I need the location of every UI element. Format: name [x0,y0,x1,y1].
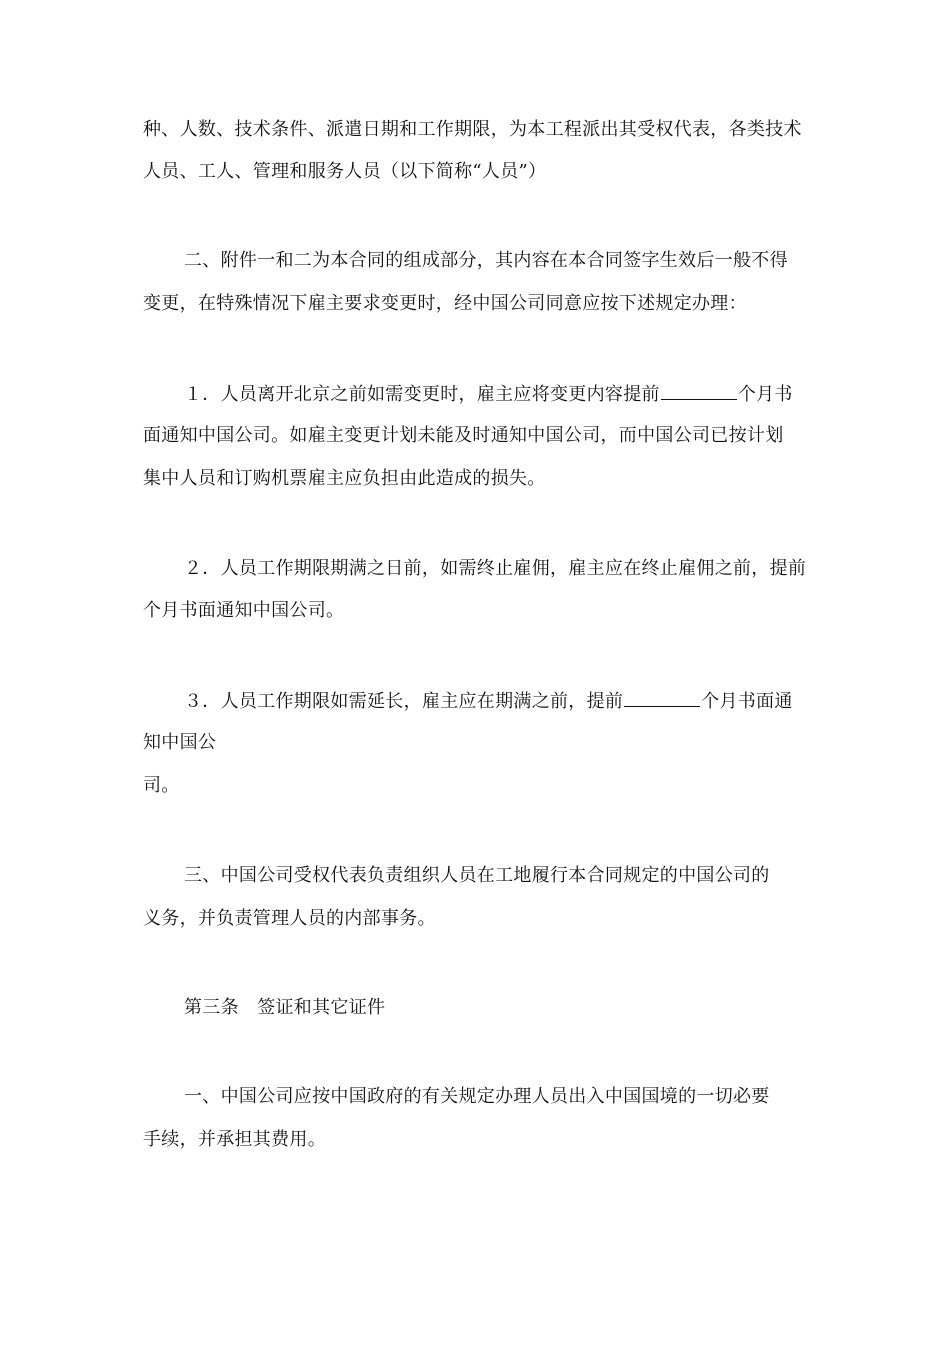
paragraph-1-line-1: 种、人数、技术条件、派遣日期和工作期限，为本工程派出其受权代表，各类技术 [143,119,802,140]
paragraph-3-line-1-text-after: 个月书 [737,384,793,405]
fill-in-blank-extension-months [624,688,700,707]
paragraph-5-line-3: 司。 [143,775,180,796]
paragraph-3-line-1 [184,381,793,407]
paragraph-7-line-1: 一、中国公司应按中国政府的有关规定办理人员出入中国国境的一切必要 [184,1086,770,1107]
paragraph-3-line-1-text-before: １．人员离开北京之前如需变更时，雇主应将变更内容提前 [184,384,660,405]
paragraph-1-line-2: 人员、工人、管理和服务人员（以下简称“人员”） [143,161,547,182]
paragraph-2-line-2: 变更，在特殊情况下雇主要求变更时，经中国公司同意应按下述规定办理： [143,293,747,314]
paragraph-3-line-3: 集中人员和订购机票雇主应负担由此造成的损失。 [143,468,546,489]
paragraph-6-line-2: 义务，并负责管理人员的内部事务。 [143,908,436,929]
section-heading-article-3: 第三条 签证和其它证件 [184,997,386,1018]
paragraph-4-line-2: 个月书面通知中国公司。 [143,600,345,621]
paragraph-5-line-1-text-before: ３．人员工作期限如需延长，雇主应在期满之前，提前 [184,691,624,712]
paragraph-5-line-2: 知中国公 [143,732,217,753]
paragraph-3-line-2: 面通知中国公司。如雇主变更计划未能及时通知中国公司，而中国公司已按计划 [143,425,784,446]
fill-in-blank-months [661,381,737,400]
paragraph-7-line-2: 手续，并承担其费用。 [143,1129,326,1150]
paragraph-2-line-1: 二、附件一和二为本合同的组成部分，其内容在本合同签字生效后一般不得 [184,250,788,271]
paragraph-6-line-1: 三、中国公司受权代表负责组织人员在工地履行本合同规定的中国公司的 [184,865,770,886]
paragraph-4-line-1: ２．人员工作期限期满之日前，如需终止雇佣，雇主应在终止雇佣之前，提前 [184,558,807,579]
paragraph-5-line-1-text-after: 个月书面通 [701,691,793,712]
paragraph-5-line-1 [184,688,793,714]
